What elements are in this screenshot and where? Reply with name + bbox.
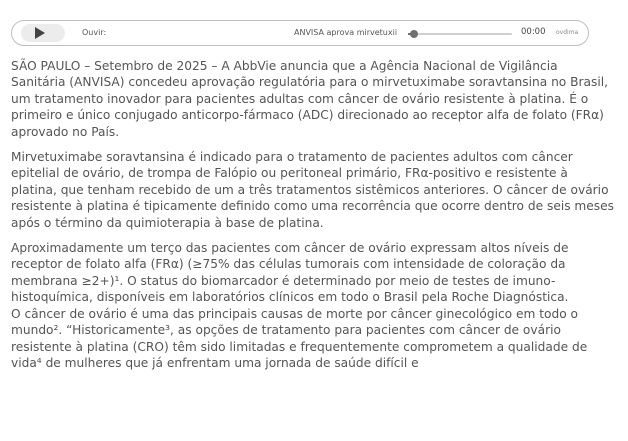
progress-knob[interactable] xyxy=(410,30,418,38)
paragraph-4: O câncer de ovário é uma das principais causas de morte por câncer ginecológico em todo o mundo². “Historicamente³, as opções de tratamento para pacientes com câncer de ovário resistente à platina (CRO) têm sido limitadas e frequentemente comprometem a qualidade de vida⁴ de mulheres que já enfrentam uma jornada de saúde difícil e xyxy=(11,306,588,370)
speed-control[interactable]: ovdima xyxy=(556,29,579,36)
play-icon xyxy=(35,27,45,39)
article-body xyxy=(11,58,615,380)
audio-player xyxy=(11,20,589,46)
paragraph-3: Aproximadamente um terço das pacientes com câncer de ovário expressam altos níveis de receptor de folato alfa (FRα) (≥75% das células tumorais com intensidade de coloração da membrana ≥2+)¹. O status do biomarcador é determinado por meio de testes de imuno-histoquímica, disponíveis em laboratórios clínicos em todo o Brasil pela Roche Diagnóstica. xyxy=(11,241,569,305)
progress-bar[interactable] xyxy=(408,33,512,35)
paragraph-2: Mirvetuximabe soravtansina é indicado para o tratamento de pacientes adultos com câncer epitelial de ovário, de trompa de Falópio ou peritoneal primário, FRα-positivo e resistente à platina, que tenham recebido de um a três tratamentos sistêmicos anteriores. O câncer de ovário resistente à platina é tipicamente definido como uma recorrência que ocorre dentro de seis meses após o término da quimioterapia à base de platina. xyxy=(11,150,614,230)
time-readout: 00:00 xyxy=(521,27,546,37)
listen-label: Ouvir: xyxy=(82,28,107,37)
paragraph-1: SÃO PAULO – Setembro de 2025 – A AbbVie anuncia que a Agência Nacional de Vigilância Sanitária (ANVISA) concedeu aprovação regulatória para o mirvetuximabe soravtansina no Brasil, um tratamento inovador para pacientes adultas com câncer de ovário resistente à platina. É o primeiro e único conjugado anticorpo-fármaco (ADC) direcionado ao receptor alfa de folato (FRα) aprovado no País. xyxy=(11,59,608,139)
play-button[interactable] xyxy=(21,24,65,42)
track-title: ANVISA aprova mirvetuxii xyxy=(294,28,398,37)
